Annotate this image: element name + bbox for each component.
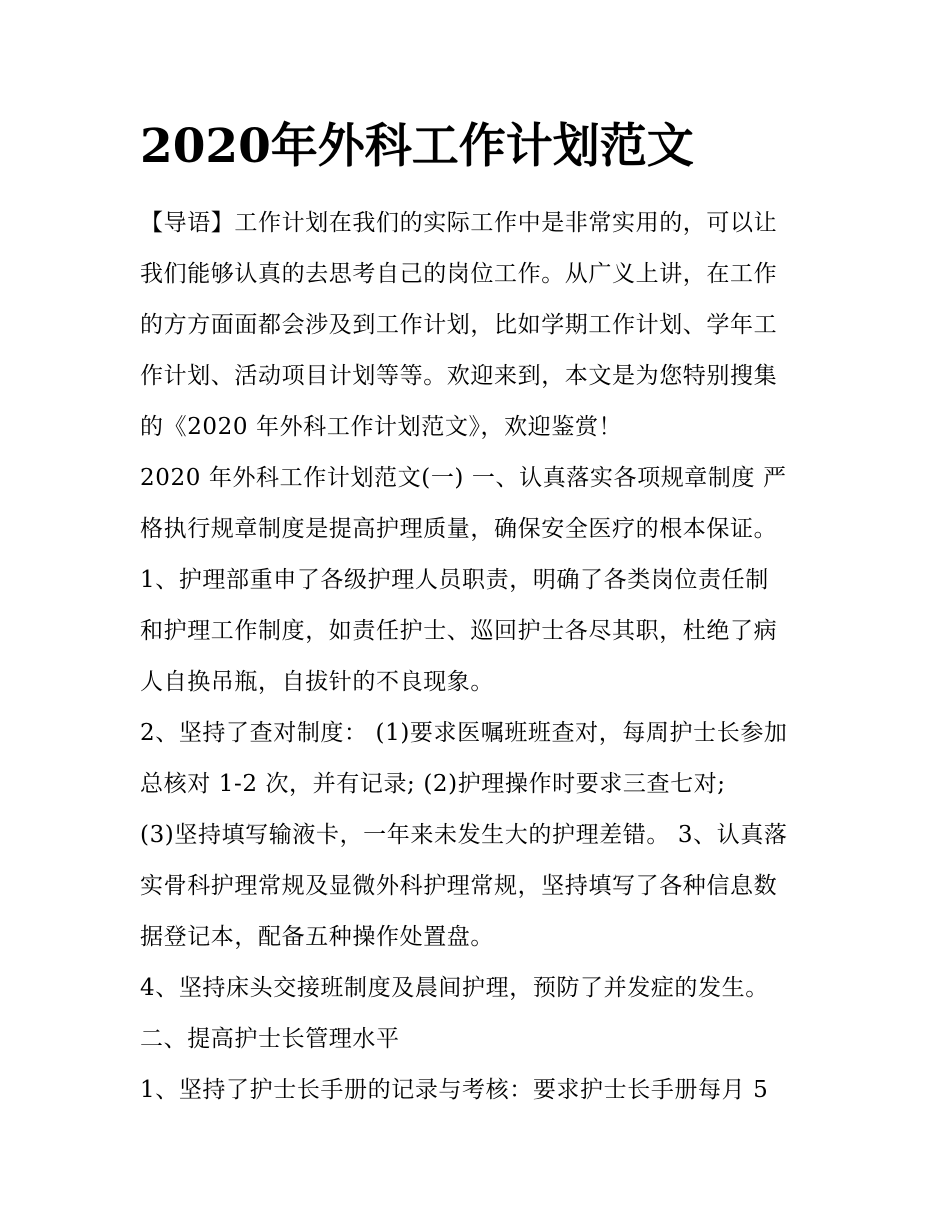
text-line: 的方方面面都会涉及到工作计划，比如学期工作计划、学年工 [140,312,778,338]
text-line: 二、提高护士长管理水平 [140,1026,400,1052]
text-line: 总核对 1-2 次，并有记录; (2)护理操作时要求三查七对; [140,771,726,797]
text-line: 格执行规章制度是提高护理质量，确保安全医疗的根本保证。 [140,516,778,542]
text-line: 据登记本，配备五种操作处置盘。 [140,924,494,950]
text-line: 人自换吊瓶，自拔针的不良现象。 [140,669,494,695]
text-line: 1、坚持了护士长手册的记录与考核：要求护士长手册每月 5 [140,1077,769,1103]
text-line: 2、坚持了查对制度： (1)要求医嘱班班查对，每周护士长参加 [140,720,788,746]
text-line: 我们能够认真的去思考自己的岗位工作。从广义上讲，在工作 [140,261,778,287]
text-line: 和护理工作制度，如责任护士、巡回护士各尽其职，杜绝了病 [140,618,778,644]
text-line: (3)坚持填写输液卡，一年来未发生大的护理差错。 3、认真落 [140,822,788,848]
document-title: 2020年外科工作计划范文 [140,119,694,174]
document-body [140,198,820,1116]
text-line: 2020 年外科工作计划范文(一) 一、认真落实各项规章制度 严 [140,465,787,491]
text-line: 实骨科护理常规及显微外科护理常规，坚持填写了各种信息数 [140,873,778,899]
text-line: 4、坚持床头交接班制度及晨间护理，预防了并发症的发生。 [140,975,769,1001]
text-line: 的《2020 年外科工作计划范文》，欢迎鉴赏！ [140,414,623,440]
text-line: 作计划、活动项目计划等等。欢迎来到，本文是为您特别搜集 [140,363,778,389]
text-line: 1、护理部重申了各级护理人员职责，明确了各类岗位责任制 [140,567,769,593]
text-line: 【导语】工作计划在我们的实际工作中是非常实用的，可以让 [140,210,778,236]
